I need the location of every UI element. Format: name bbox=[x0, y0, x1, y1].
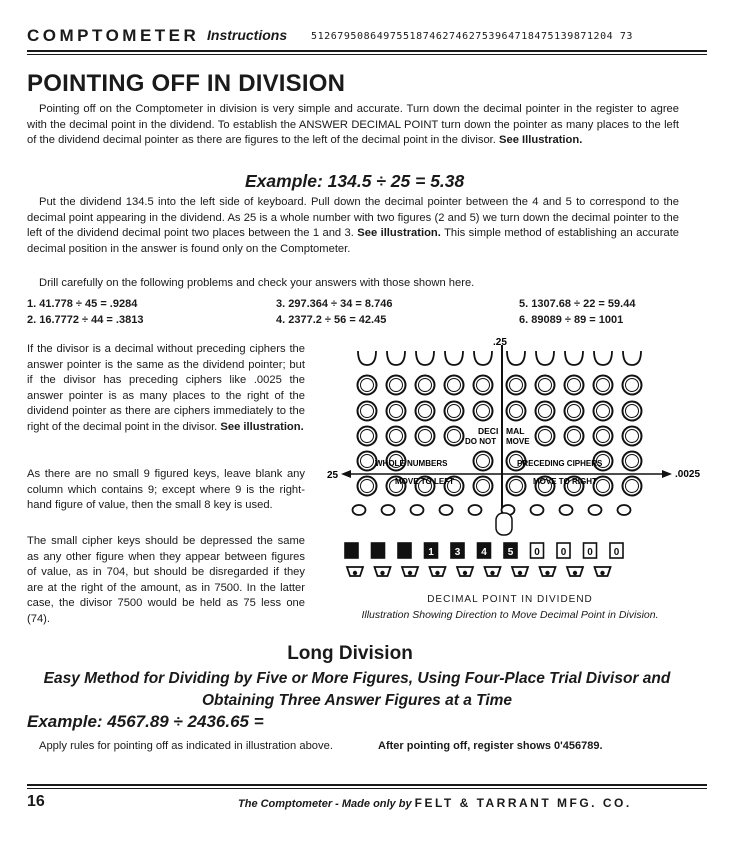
key bbox=[536, 427, 555, 446]
cipher-key bbox=[589, 505, 602, 515]
register-digit: 0 bbox=[613, 547, 620, 558]
cipher-keys-row bbox=[353, 505, 631, 515]
register-result: After pointing off, register shows 0'456789. bbox=[378, 740, 603, 752]
nine-keys-text: As there are no small 9 figured keys, leave blank any column which contains 9; except where 9 is the right-hand figure of value, then the small 8 key is used. bbox=[27, 468, 305, 512]
key bbox=[358, 452, 377, 471]
long-division-title: Long Division bbox=[287, 643, 413, 664]
top-decimal-label: .25 bbox=[493, 337, 507, 348]
register-digit: 4 bbox=[481, 547, 487, 558]
preceding-ciphers-label: PRECEDING CIPHERS bbox=[517, 459, 603, 468]
key bbox=[594, 376, 613, 395]
illustration-caption-label: DECIMAL POINT IN DIVIDEND bbox=[427, 594, 593, 605]
register-digit: 0 bbox=[534, 547, 540, 558]
key bbox=[358, 376, 377, 395]
problem-4: 4. 2377.2 ÷ 56 = 42.45 bbox=[276, 314, 387, 326]
footer-tagline: The Comptometer - Made only by bbox=[238, 798, 412, 810]
left-arrow-label: 25 bbox=[327, 470, 339, 481]
cipher-key bbox=[353, 505, 366, 515]
decimal-label-left: DECI bbox=[478, 426, 499, 436]
header-digits: 5126795086497551874627462753964718475139871204 73 bbox=[311, 31, 633, 42]
apply-rules-paragraph bbox=[27, 739, 339, 755]
key-cup bbox=[358, 351, 376, 365]
brand-name: COMPTOMETER bbox=[27, 26, 200, 45]
section-name: Instructions bbox=[207, 27, 288, 43]
register-digit: 0 bbox=[587, 547, 593, 558]
clear-lever-dot bbox=[573, 571, 577, 575]
intro-text: Pointing off on the Comptometer in division is very simple and accurate. Turn down the decimal pointer in the register to agree with the decimal point in the dividend. To establish the ANSWER DECIMAL POINT turn down the pointer as many places to the left of the dividend decimal pointer as there are figures to the left of the decimal point in the divisor. bbox=[27, 103, 679, 147]
key bbox=[474, 402, 493, 421]
key-cup bbox=[445, 351, 463, 365]
drill-text: Drill carefully on the following problems and check your answers with those shown here. bbox=[39, 277, 475, 289]
key-cup bbox=[565, 351, 583, 365]
key bbox=[565, 376, 584, 395]
key-cup bbox=[594, 351, 612, 365]
register-dial bbox=[345, 543, 358, 558]
clear-lever-dot bbox=[600, 571, 604, 575]
clear-lever-dot bbox=[380, 571, 384, 575]
problem-5: 5. 1307.68 ÷ 22 = 59.44 bbox=[519, 298, 636, 310]
cipher-key bbox=[411, 505, 424, 515]
intro-paragraph bbox=[27, 102, 679, 149]
keyboard-illustration bbox=[325, 335, 710, 593]
cipher-key bbox=[382, 505, 395, 515]
register-digit: 5 bbox=[507, 547, 514, 558]
move-left-label: MOVE TO LEFT bbox=[395, 477, 454, 486]
key bbox=[358, 477, 377, 496]
key bbox=[387, 427, 406, 446]
long-division-example: Example: 4567.89 ÷ 2436.65 = bbox=[27, 712, 264, 731]
explanation-tail: This simple method of establishing an accurate decimal position in the answer is found only on the Comptometer. bbox=[27, 227, 680, 255]
key bbox=[623, 452, 642, 471]
key bbox=[445, 376, 464, 395]
clear-lever-dot bbox=[463, 571, 467, 575]
key bbox=[623, 427, 642, 446]
key-cup bbox=[536, 351, 554, 365]
problem-6: 6. 89089 ÷ 89 = 1001 bbox=[519, 314, 624, 326]
clear-lever-dot bbox=[490, 571, 494, 575]
page-header bbox=[27, 26, 707, 48]
decimal-pointer-lever bbox=[496, 513, 512, 535]
cipher-keys-text: The small cipher keys should be depressed the same as any other figure when they appear between figures of value, as in 704, but should be disregarded if they are at the right of the amount, as in 7500. In the latter case, the divisor 7500 would be held as 75 less one (74). bbox=[27, 535, 305, 625]
cipher-key bbox=[469, 505, 482, 515]
page-title: POINTING OFF IN DIVISION bbox=[27, 70, 346, 97]
key-cup bbox=[416, 351, 434, 365]
cipher-key bbox=[531, 505, 544, 515]
cipher-key bbox=[618, 505, 631, 515]
cipher-keys-paragraph bbox=[27, 534, 305, 628]
header-rule-thin bbox=[27, 54, 707, 55]
register-digit: 1 bbox=[428, 547, 434, 558]
do-not-label: DO NOT bbox=[465, 437, 497, 446]
key bbox=[445, 402, 464, 421]
key bbox=[594, 427, 613, 446]
footer-text bbox=[238, 796, 632, 810]
clear-lever-dot bbox=[353, 571, 357, 575]
decimal-label-right: MAL bbox=[506, 426, 525, 436]
company-name: FELT & TARRANT MFG. CO. bbox=[414, 796, 632, 810]
key bbox=[358, 427, 377, 446]
clear-lever-dot bbox=[518, 571, 522, 575]
key bbox=[416, 427, 435, 446]
drill-paragraph bbox=[27, 276, 679, 292]
divisor-ref: See illustration. bbox=[220, 420, 304, 433]
right-arrow-label: .0025 bbox=[675, 469, 701, 480]
move-label: MOVE bbox=[506, 437, 530, 446]
clear-lever-dot bbox=[408, 571, 412, 575]
apply-rules-text: Apply rules for pointing off as indicated in illustration above. bbox=[39, 740, 333, 752]
key bbox=[387, 402, 406, 421]
register-dials bbox=[345, 543, 623, 558]
register-dial bbox=[372, 543, 385, 558]
footer-rule-thin bbox=[27, 788, 707, 789]
divisor-paragraph bbox=[27, 342, 305, 436]
key bbox=[387, 376, 406, 395]
key bbox=[565, 427, 584, 446]
example-heading: Example: 134.5 ÷ 25 = 5.38 bbox=[245, 171, 465, 191]
intro-ref: See Illustration. bbox=[499, 134, 583, 147]
problem-1: 1. 41.778 ÷ 45 = .9284 bbox=[27, 298, 138, 310]
problem-2: 2. 16.7772 ÷ 44 = .3813 bbox=[27, 314, 144, 326]
page-number: 16 bbox=[27, 793, 45, 810]
key bbox=[536, 402, 555, 421]
key-top-row bbox=[358, 351, 641, 365]
long-division-subtitle: Easy Method for Dividing by Five or More Figures, Using Four-Place Trial Divisor and Obtaining Three Answer Figures at a Time bbox=[43, 670, 671, 709]
clear-lever-dot bbox=[435, 571, 439, 575]
whole-numbers-label: WHOLE NUMBERS bbox=[375, 459, 448, 468]
footer-rule bbox=[27, 784, 707, 786]
divisor-text: If the divisor is a decimal without preceding ciphers the answer pointer is the same as the dividend pointer; but if the divisor has preceding ciphers like .0025 the answer pointer is as many places to the right of the dividend pointer as there are ciphers immediately to the right of the decimal point in the divisor. bbox=[27, 343, 305, 433]
key bbox=[507, 376, 526, 395]
explanation-ref: See illustration. bbox=[357, 227, 441, 240]
key bbox=[474, 452, 493, 471]
key bbox=[623, 402, 642, 421]
key-cup bbox=[623, 351, 641, 365]
key bbox=[536, 376, 555, 395]
key-cup bbox=[474, 351, 492, 365]
key-cup bbox=[387, 351, 405, 365]
key bbox=[507, 477, 526, 496]
cipher-key bbox=[560, 505, 573, 515]
clear-lever-dot bbox=[545, 571, 549, 575]
key bbox=[416, 376, 435, 395]
header-rule bbox=[27, 50, 707, 52]
key bbox=[358, 402, 377, 421]
register-digit: 0 bbox=[560, 547, 567, 558]
nine-keys-paragraph bbox=[27, 467, 305, 514]
register-digit: 3 bbox=[454, 547, 461, 558]
cipher-key bbox=[440, 505, 453, 515]
key bbox=[594, 402, 613, 421]
register-dial bbox=[398, 543, 411, 558]
explanation-text: Put the dividend 134.5 into the left side of keyboard. Pull down the decimal pointer between the 4 and 5 to correspond to the decimal point appearing in the dividend. As 25 is a whole number with two figures (2 and 5) we turn down the decimal pointer to the left of the dividend decimal point two places between the 1 and 3. bbox=[27, 196, 679, 240]
key-cup bbox=[507, 351, 525, 365]
key bbox=[445, 427, 464, 446]
key bbox=[474, 477, 493, 496]
key bbox=[623, 477, 642, 496]
explanation-paragraph bbox=[27, 195, 679, 257]
key bbox=[474, 376, 493, 395]
move-right-label: MOVE TO RIGHT bbox=[533, 477, 597, 486]
clear-levers bbox=[347, 567, 611, 576]
key bbox=[623, 376, 642, 395]
problem-3: 3. 297.364 ÷ 34 = 8.746 bbox=[276, 298, 393, 310]
key bbox=[565, 402, 584, 421]
key bbox=[507, 402, 526, 421]
illustration-caption: Illustration Showing Direction to Move Decimal Point in Division. bbox=[361, 609, 659, 621]
key bbox=[416, 402, 435, 421]
